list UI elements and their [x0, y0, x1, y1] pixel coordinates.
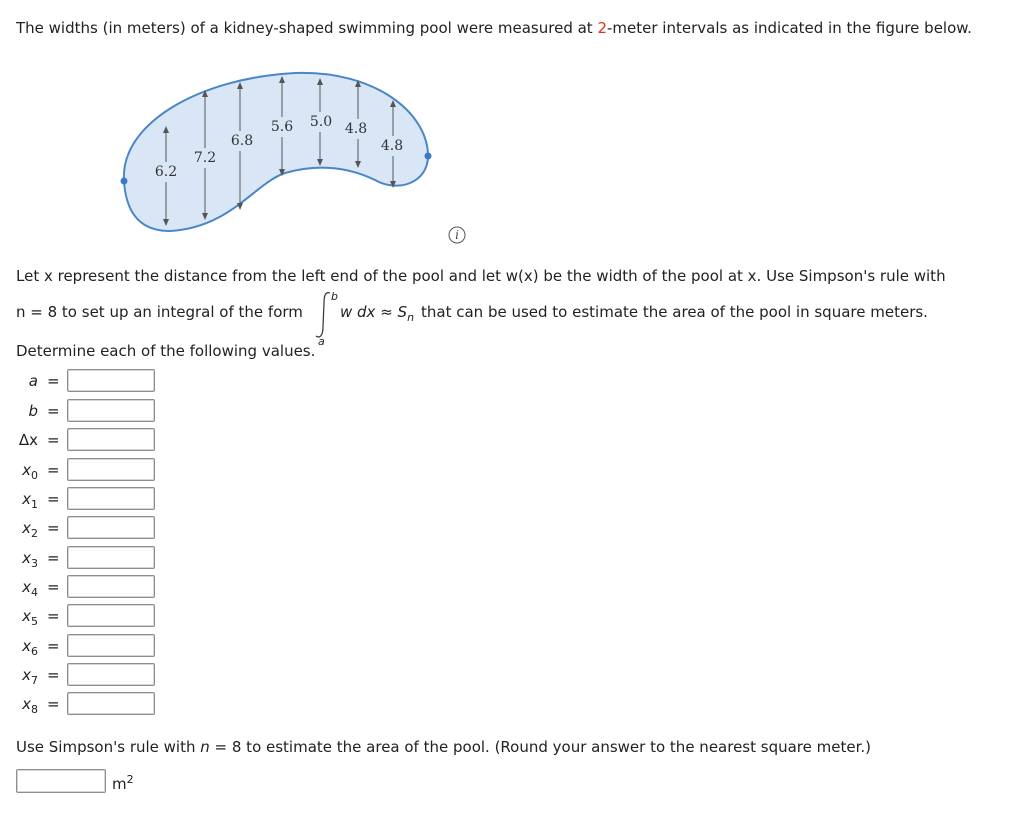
field-label-9	[4, 637, 38, 658]
field-label-8	[4, 607, 38, 628]
width-label: 6.2	[154, 164, 178, 180]
answer-input-3[interactable]	[67, 458, 155, 481]
field-label-base: x	[22, 637, 31, 655]
equals-sign: =	[47, 402, 60, 420]
answer-input-9[interactable]	[67, 634, 155, 657]
field-label-base: Δx	[18, 431, 38, 449]
equals-sign: =	[47, 607, 60, 625]
width-label: 4.8	[380, 138, 404, 154]
field-label-7	[4, 578, 38, 599]
width-label: 6.8	[230, 133, 254, 149]
equals-sign: =	[47, 666, 60, 684]
field-label-base: x	[22, 695, 31, 713]
area-answer-input[interactable]	[16, 769, 106, 793]
instructions-line2-suffix: that can be used to estimate the area of the pool in square meters.	[421, 303, 928, 321]
field-label-base: x	[22, 490, 31, 508]
field-label-base: x	[22, 461, 31, 479]
area-unit-exponent: 2	[126, 773, 134, 786]
equals-sign: =	[47, 549, 60, 567]
width-label: 4.8	[344, 121, 368, 137]
field-label-base: x	[22, 549, 31, 567]
integrand-text: w dx ≈ S	[340, 303, 408, 321]
equals-sign: =	[47, 431, 60, 449]
field-label-base: b	[28, 402, 38, 420]
width-arrow-down	[237, 203, 243, 210]
field-label-base: x	[22, 578, 31, 596]
answer-input-6[interactable]	[67, 546, 155, 569]
answer-input-8[interactable]	[67, 604, 155, 627]
final-n-variable: n	[200, 738, 210, 756]
field-label-10	[4, 666, 38, 687]
integral-lower-limit: a	[318, 335, 325, 348]
equals-sign: =	[47, 578, 60, 596]
width-label: 5.0	[309, 114, 333, 130]
equals-sign: =	[47, 490, 60, 508]
equals-sign: =	[47, 637, 60, 655]
field-label-subscript: 7	[31, 674, 38, 687]
field-label-subscript: 2	[31, 527, 38, 540]
info-icon[interactable]	[448, 226, 466, 244]
field-label-4	[4, 490, 38, 511]
equals-sign: =	[47, 372, 60, 390]
field-label-subscript: 3	[31, 557, 38, 570]
answer-input-0[interactable]	[67, 369, 155, 392]
interval-value: 2	[597, 19, 607, 37]
answer-input-4[interactable]	[67, 487, 155, 510]
final-question	[16, 738, 871, 756]
field-label-3	[4, 461, 38, 482]
field-label-subscript: 0	[31, 469, 38, 482]
field-label-11	[4, 695, 38, 716]
integrand	[340, 303, 414, 324]
field-label-1	[4, 402, 38, 420]
integrand-subscript: n	[407, 311, 415, 324]
field-label-2	[4, 431, 38, 449]
problem-intro	[16, 19, 972, 37]
final-text-after: = 8 to estimate the area of the pool. (Round your answer to the nearest square meter.)	[209, 738, 871, 756]
answer-input-5[interactable]	[67, 516, 155, 539]
instructions-line2-prefix: n = 8 to set up an integral of the form	[16, 303, 303, 321]
field-label-0	[4, 372, 38, 390]
width-label: 7.2	[193, 150, 217, 166]
field-label-5	[4, 519, 38, 540]
pool-figure	[110, 68, 440, 240]
right-end-dot	[425, 153, 432, 160]
intro-text-before: The widths (in meters) of a kidney-shaped swimming pool were measured at	[16, 19, 598, 37]
instructions-line1: Let x represent the distance from the left end of the pool and let w(x) be the width of the pool at x. Use Simpson's rule with	[16, 267, 946, 285]
integral-upper-limit: b	[331, 290, 338, 303]
final-text-before: Use Simpson's rule with	[16, 738, 201, 756]
equals-sign: =	[47, 695, 60, 713]
field-label-base: x	[22, 607, 31, 625]
field-label-base: x	[22, 666, 31, 684]
info-icon-glyph: i	[455, 228, 459, 242]
equals-sign: =	[47, 519, 60, 537]
answer-input-11[interactable]	[67, 692, 155, 715]
field-label-subscript: 4	[31, 586, 38, 599]
instructions-line3: Determine each of the following values.	[16, 342, 316, 360]
equals-sign: =	[47, 461, 60, 479]
field-label-base: x	[22, 519, 31, 537]
area-unit	[112, 773, 134, 793]
field-label-subscript: 5	[31, 615, 38, 628]
answer-input-2[interactable]	[67, 428, 155, 451]
answer-input-7[interactable]	[67, 575, 155, 598]
field-label-subscript: 8	[31, 703, 38, 716]
intro-text-after: -meter intervals as indicated in the figure below.	[607, 19, 972, 37]
field-label-6	[4, 549, 38, 570]
left-end-dot	[121, 178, 128, 185]
area-unit-base: m	[112, 775, 127, 793]
field-label-base: a	[28, 372, 38, 390]
answer-input-10[interactable]	[67, 663, 155, 686]
field-label-subscript: 6	[31, 645, 38, 658]
field-label-subscript: 1	[31, 498, 38, 511]
answer-input-1[interactable]	[67, 399, 155, 422]
width-label: 5.6	[270, 119, 294, 135]
